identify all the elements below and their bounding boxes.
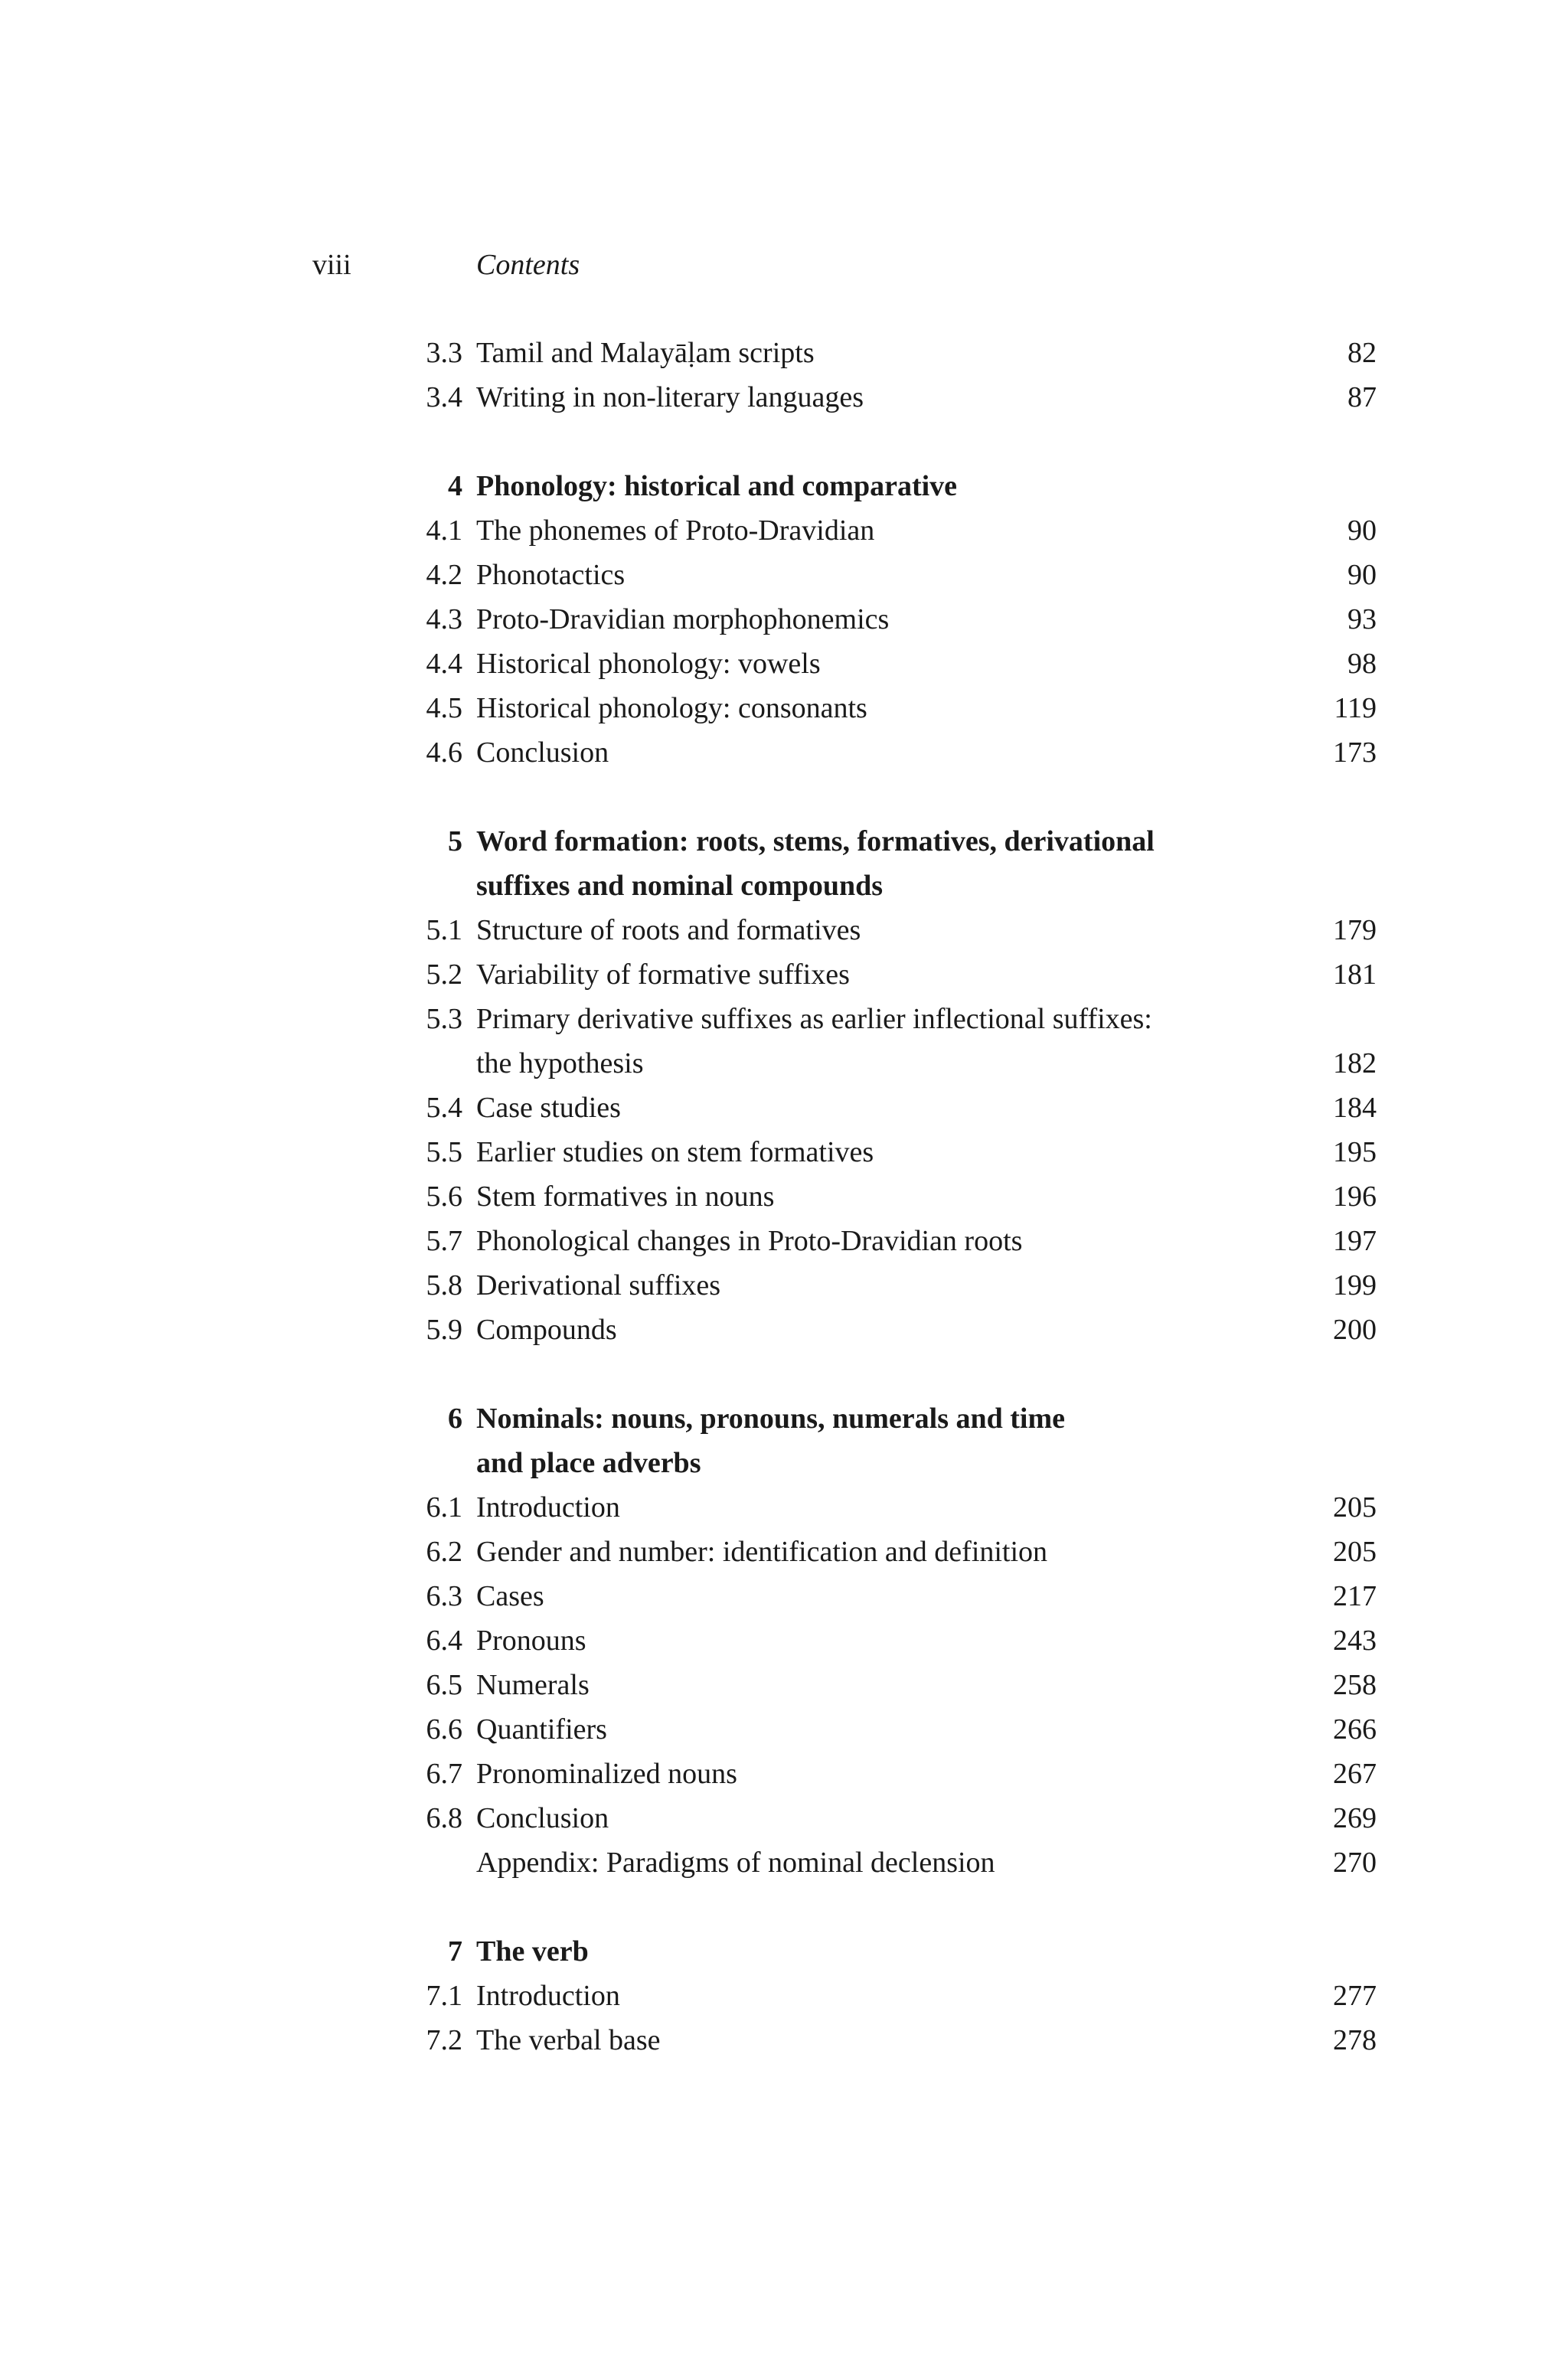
toc-page-number: 181	[1333, 959, 1377, 991]
toc-section-title: Numerals	[476, 1669, 590, 1701]
toc-section-number: 5.7	[426, 1225, 462, 1257]
toc-section-title: Proto-Dravidian morphophonemics	[476, 603, 890, 635]
toc-page-number: 243	[1333, 1625, 1377, 1657]
toc-entry	[0, 1086, 1568, 1130]
toc-page-number: 258	[1333, 1669, 1377, 1701]
toc-entry	[0, 952, 1568, 997]
toc-section-number: 4.6	[426, 736, 462, 769]
toc-entry	[0, 1441, 1568, 1485]
toc-entry	[0, 642, 1568, 686]
toc-entry	[0, 864, 1568, 908]
toc-section-title: Primary derivative suffixes as earlier inflectional suffixes:	[476, 1003, 1152, 1035]
toc-entry	[0, 1530, 1568, 1574]
toc-section-number: 4.5	[426, 692, 462, 724]
toc-page-number: 184	[1333, 1092, 1377, 1124]
toc-chapter-heading	[0, 819, 1568, 864]
toc-section-number: 5.8	[426, 1269, 462, 1301]
toc-section-title: Historical phonology: vowels	[476, 648, 821, 680]
toc-entry	[0, 730, 1568, 775]
toc-section-title: suffixes and nominal compounds	[476, 870, 884, 902]
toc-section-number: 7.2	[426, 2024, 462, 2056]
toc-entry	[0, 1174, 1568, 1219]
toc-section-title: Pronominalized nouns	[476, 1758, 737, 1790]
toc-section-number: 4.1	[426, 514, 462, 547]
toc-chapter-heading	[0, 1929, 1568, 1974]
toc-entry	[0, 375, 1568, 420]
toc-page-number: 197	[1333, 1225, 1377, 1257]
toc-section-number: 6.3	[426, 1580, 462, 1612]
toc-entry	[0, 1574, 1568, 1618]
toc-section-title: Derivational suffixes	[476, 1269, 721, 1301]
toc-section-number: 4.4	[426, 648, 462, 680]
toc-section-title: Variability of formative suffixes	[476, 959, 850, 991]
toc-section-number: 6.6	[426, 1713, 462, 1746]
toc-section-title: Introduction	[476, 1491, 620, 1524]
toc-section-number: 6.4	[426, 1625, 462, 1657]
toc-entry	[0, 1752, 1568, 1796]
toc-page-number: 278	[1333, 2024, 1377, 2056]
toc-section-number: 7.1	[426, 1980, 462, 2012]
toc-page-number: 217	[1333, 1580, 1377, 1612]
page-number: viii	[312, 249, 351, 281]
toc-section-number: 6	[448, 1403, 462, 1435]
running-title: Contents	[476, 249, 580, 281]
toc-page-number: 87	[1348, 381, 1377, 413]
toc-section-number: 6.1	[426, 1491, 462, 1524]
toc-page-number: 267	[1333, 1758, 1377, 1790]
toc-page-number: 269	[1333, 1802, 1377, 1834]
toc-page-number: 90	[1348, 559, 1377, 591]
toc-section-title: The verbal base	[476, 2024, 661, 2056]
toc-page-number: 200	[1333, 1314, 1377, 1346]
toc-section-number: 3.3	[426, 337, 462, 369]
toc-entry	[0, 1974, 1568, 2018]
toc-section-number: 5.6	[426, 1181, 462, 1213]
toc-section-title: Conclusion	[476, 736, 609, 769]
toc-entry	[0, 597, 1568, 642]
toc-section-number: 5.3	[426, 1003, 462, 1035]
toc-section-title: Historical phonology: consonants	[476, 692, 867, 724]
toc-entry	[0, 1840, 1568, 1885]
toc-entry	[0, 1308, 1568, 1352]
toc-page-number: 90	[1348, 514, 1377, 547]
toc-section-title: Word formation: roots, stems, formatives, derivational	[476, 825, 1155, 857]
toc-page-number: 199	[1333, 1269, 1377, 1301]
toc-page-number: 195	[1333, 1136, 1377, 1168]
toc-entry	[0, 508, 1568, 553]
toc-section-title: Gender and number: identification and definition	[476, 1536, 1048, 1568]
toc-section-number: 5.4	[426, 1092, 462, 1124]
table-of-contents	[0, 331, 1568, 2062]
toc-section-number: 4.2	[426, 559, 462, 591]
toc-page-number: 205	[1333, 1491, 1377, 1524]
toc-page-number: 179	[1333, 914, 1377, 946]
toc-entry	[0, 1618, 1568, 1663]
toc-page-number: 98	[1348, 648, 1377, 680]
toc-page-number: 182	[1333, 1047, 1377, 1079]
toc-section-title: Tamil and Malayāḷam scripts	[476, 337, 815, 369]
toc-entry	[0, 1263, 1568, 1308]
toc-section-number: 6.5	[426, 1669, 462, 1701]
toc-page-number: 196	[1333, 1181, 1377, 1213]
toc-section-number: 6.2	[426, 1536, 462, 1568]
toc-section-title: Introduction	[476, 1980, 620, 2012]
toc-section-title: Writing in non-literary languages	[476, 381, 864, 413]
toc-section-number: 6.7	[426, 1758, 462, 1790]
toc-section-title: Phonological changes in Proto-Dravidian roots	[476, 1225, 1023, 1257]
toc-page-number: 270	[1333, 1847, 1377, 1879]
toc-entry	[0, 1796, 1568, 1840]
toc-chapter-heading	[0, 464, 1568, 508]
toc-section-title: Conclusion	[476, 1802, 609, 1834]
toc-section-title: Cases	[476, 1580, 544, 1612]
running-head	[0, 243, 1568, 286]
toc-section-number: 5	[448, 825, 462, 857]
toc-section-title: Structure of roots and formatives	[476, 914, 861, 946]
toc-section-number: 5.5	[426, 1136, 462, 1168]
toc-page-number: 277	[1333, 1980, 1377, 2012]
toc-section-number: 5.9	[426, 1314, 462, 1346]
toc-page-number: 82	[1348, 337, 1377, 369]
toc-entry	[0, 908, 1568, 952]
toc-entry	[0, 1663, 1568, 1707]
toc-section-title: Quantifiers	[476, 1713, 607, 1746]
toc-entry	[0, 1707, 1568, 1752]
toc-section-title: Stem formatives in nouns	[476, 1181, 775, 1213]
toc-section-title: and place adverbs	[476, 1447, 701, 1479]
toc-section-number: 3.4	[426, 381, 462, 413]
toc-section-title: Phonology: historical and comparative	[476, 470, 958, 502]
toc-section-title: Pronouns	[476, 1625, 586, 1657]
toc-entry	[0, 331, 1568, 375]
toc-entry	[0, 1485, 1568, 1530]
toc-section-title: Phonotactics	[476, 559, 626, 591]
toc-entry	[0, 553, 1568, 597]
toc-entry	[0, 1219, 1568, 1263]
toc-section-title: The verb	[476, 1935, 589, 1968]
toc-page-number: 119	[1334, 692, 1377, 724]
toc-section-title: Case studies	[476, 1092, 621, 1124]
toc-page-number: 205	[1333, 1536, 1377, 1568]
toc-section-title: Appendix: Paradigms of nominal declension	[476, 1847, 995, 1879]
toc-page-number: 93	[1348, 603, 1377, 635]
toc-entry	[0, 997, 1568, 1041]
toc-section-number: 5.2	[426, 959, 462, 991]
toc-section-title: the hypothesis	[476, 1047, 644, 1079]
toc-section-title: Compounds	[476, 1314, 617, 1346]
toc-chapter-heading	[0, 1396, 1568, 1441]
toc-section-number: 6.8	[426, 1802, 462, 1834]
toc-section-title: Nominals: nouns, pronouns, numerals and time	[476, 1403, 1065, 1435]
toc-page-number: 266	[1333, 1713, 1377, 1746]
toc-section-number: 5.1	[426, 914, 462, 946]
toc-entry	[0, 1130, 1568, 1174]
toc-entry	[0, 686, 1568, 730]
toc-page-number: 173	[1333, 736, 1377, 769]
toc-section-number: 7	[448, 1935, 462, 1968]
toc-section-title: Earlier studies on stem formatives	[476, 1136, 874, 1168]
toc-section-number: 4	[448, 470, 462, 502]
toc-section-title: The phonemes of Proto-Dravidian	[476, 514, 875, 547]
toc-entry	[0, 2018, 1568, 2062]
toc-entry	[0, 1041, 1568, 1086]
toc-section-number: 4.3	[426, 603, 462, 635]
